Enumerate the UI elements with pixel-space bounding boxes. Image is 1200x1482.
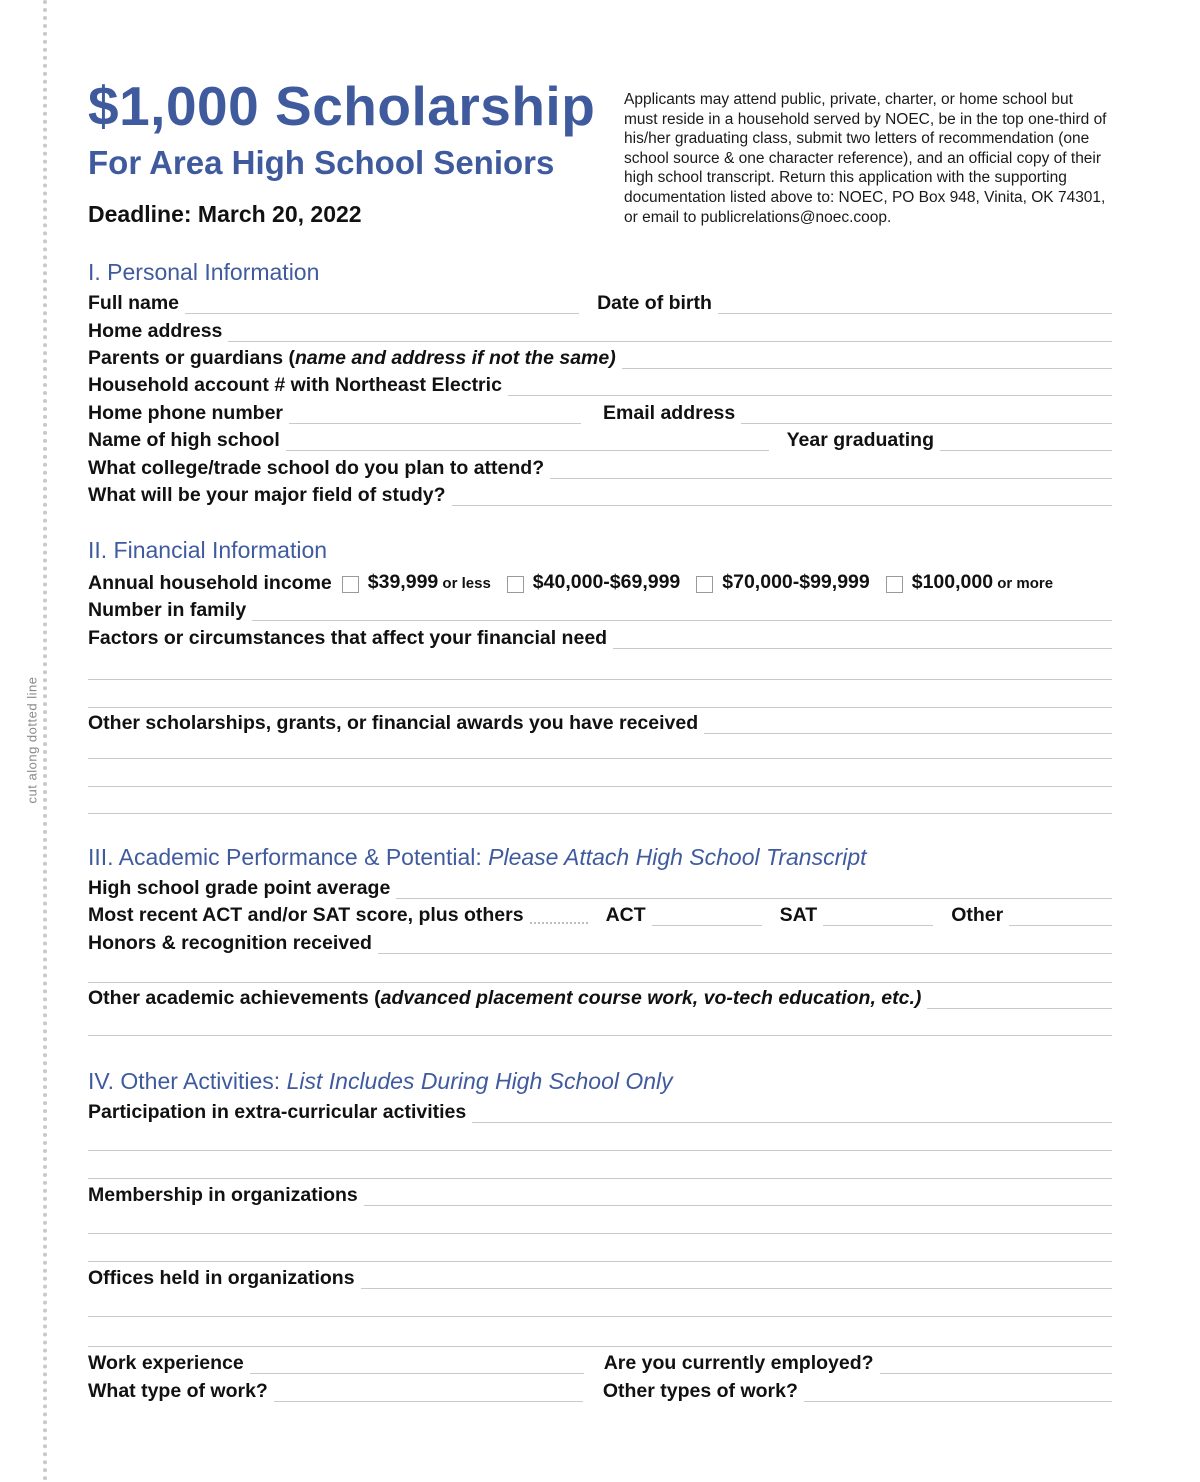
row-offices: [88, 1265, 1112, 1291]
email-field[interactable]: [741, 422, 1112, 424]
row-high-school: [88, 427, 1112, 453]
date-of-birth-field[interactable]: [718, 312, 1112, 314]
year-graduating-label: Year graduating: [786, 429, 934, 451]
full-name-label: Full name: [88, 292, 180, 314]
row-family: [88, 597, 1112, 623]
row-major: [88, 482, 1112, 508]
date-of-birth-label: Date of birth: [597, 292, 712, 314]
row-membership: [88, 1182, 1112, 1208]
deadline: Deadline: March 20, 2022: [88, 201, 362, 227]
major-label: What will be your major field of study?: [88, 484, 446, 506]
parents-field[interactable]: [622, 367, 1112, 369]
sat-field[interactable]: [823, 924, 933, 926]
membership-blank-line-2[interactable]: [88, 1235, 1112, 1262]
household-account-label: Household account # with Northeast Electric: [88, 374, 502, 396]
income-option-1[interactable]: $39,999 or less: [342, 571, 491, 596]
income-checkbox-1[interactable]: [342, 576, 359, 593]
membership-field[interactable]: [364, 1204, 1112, 1206]
other-awards-label: Other scholarships, grants, or financial awards you have received: [88, 712, 699, 734]
factors-blank-line-1[interactable]: [88, 653, 1112, 680]
honors-label: Honors & recognition received: [88, 932, 372, 954]
extracurricular-label: Participation in extra-curricular activities: [88, 1101, 467, 1123]
row-scores: [88, 902, 1112, 928]
year-graduating-field[interactable]: [940, 449, 1112, 451]
row-phone-email: [88, 400, 1112, 426]
section-heading-personal: I. Personal Information: [88, 259, 320, 285]
awards-blank-line-2[interactable]: [88, 760, 1112, 787]
row-parents: [88, 345, 1112, 371]
other-score-label: Other: [951, 904, 1004, 926]
factors-label: Factors or circumstances that affect your financial need: [88, 627, 608, 649]
scores-leader-dots: [530, 921, 588, 924]
row-extracurricular: [88, 1099, 1112, 1125]
factors-blank-line-2[interactable]: [88, 681, 1112, 708]
high-school-field[interactable]: [286, 449, 769, 451]
offices-blank-line-2[interactable]: [88, 1320, 1112, 1347]
college-label: What college/trade school do you plan to attend?: [88, 457, 545, 479]
membership-label: Membership in organizations: [88, 1184, 358, 1206]
extracurricular-field[interactable]: [472, 1121, 1112, 1123]
act-field[interactable]: [652, 924, 762, 926]
gpa-label: High school grade point average: [88, 877, 391, 899]
employed-field[interactable]: [880, 1372, 1112, 1374]
household-account-field[interactable]: [508, 394, 1112, 396]
employed-label: Are you currently employed?: [603, 1352, 874, 1374]
income-option-4[interactable]: $100,000 or more: [886, 571, 1053, 596]
offices-blank-line-1[interactable]: [88, 1290, 1112, 1317]
income-checkbox-3[interactable]: [696, 576, 713, 593]
row-honors: [88, 930, 1112, 956]
major-field[interactable]: [452, 504, 1112, 506]
awards-blank-line-3[interactable]: [88, 787, 1112, 814]
home-address-label: Home address: [88, 320, 223, 342]
income-checkbox-2[interactable]: [507, 576, 524, 593]
row-full-name: [88, 290, 1112, 316]
honors-blank-line-1[interactable]: [88, 956, 1112, 983]
other-work-label: Other types of work?: [602, 1380, 798, 1402]
income-label: Annual household income: [88, 572, 332, 594]
gpa-field[interactable]: [396, 897, 1112, 899]
offices-field[interactable]: [361, 1287, 1112, 1289]
row-work-type: [88, 1378, 1112, 1404]
home-phone-label: Home phone number: [88, 402, 284, 424]
membership-blank-line-1[interactable]: [88, 1207, 1112, 1234]
row-income: [88, 570, 1112, 596]
college-field[interactable]: [550, 477, 1112, 479]
section-heading-financial: II. Financial Information: [88, 537, 328, 563]
extracurricular-blank-line-2[interactable]: [88, 1152, 1112, 1179]
row-work-experience: [88, 1350, 1112, 1376]
row-college: [88, 455, 1112, 481]
eligibility-instructions: Applicants may attend public, private, charter, or home school but must reside in a household served by NOEC, be in the top one-third of his/her graduating class, submit two letters of recommendation (one school source & one character reference), and an official copy of their high school transcript. Return this application with the supporting documentation listed above to: NOEC, PO Box 948, Vinita, OK 74301, or email to publicrelations@noec.coop.: [624, 91, 1107, 226]
row-gpa: [88, 875, 1112, 901]
factors-field[interactable]: [613, 647, 1112, 649]
sat-label: SAT: [779, 904, 818, 926]
row-factors: [88, 625, 1112, 651]
scores-label: Most recent ACT and/or SAT score, plus others: [88, 904, 524, 926]
other-academic-blank-line-1[interactable]: [88, 1009, 1112, 1036]
other-academic-label: Other academic achievements (advanced placement course work, vo-tech education, etc.): [88, 987, 922, 1009]
work-type-label: What type of work?: [88, 1380, 268, 1402]
row-home-address: [88, 318, 1112, 344]
section-heading-academic: III. Academic Performance & Potential: Please Attach High School Transcript: [88, 844, 867, 870]
email-label: Email address: [603, 402, 736, 424]
family-field[interactable]: [252, 619, 1112, 621]
cut-label: cut along dotted line: [24, 676, 40, 804]
awards-blank-line-1[interactable]: [88, 732, 1112, 759]
page-title: $1,000 Scholarship: [88, 75, 596, 137]
row-other-academic: [88, 985, 1112, 1011]
parents-label: Parents or guardians (name and address if not the same): [88, 347, 616, 369]
act-label: ACT: [605, 904, 646, 926]
home-address-field[interactable]: [228, 340, 1112, 342]
other-work-field[interactable]: [804, 1400, 1112, 1402]
work-type-field[interactable]: [274, 1400, 583, 1402]
high-school-label: Name of high school: [88, 429, 280, 451]
income-checkbox-4[interactable]: [886, 576, 903, 593]
other-score-field[interactable]: [1009, 924, 1112, 926]
page-subtitle: For Area High School Seniors: [88, 144, 555, 181]
full-name-field[interactable]: [185, 312, 579, 314]
cut-dotted-line: [43, 0, 47, 1482]
income-option-2[interactable]: $40,000-$69,999: [507, 571, 680, 596]
honors-field[interactable]: [378, 952, 1112, 954]
home-phone-field[interactable]: [289, 422, 581, 424]
extracurricular-blank-line-1[interactable]: [88, 1124, 1112, 1151]
family-label: Number in family: [88, 599, 247, 621]
income-option-3[interactable]: $70,000-$99,999: [696, 571, 869, 596]
offices-label: Offices held in organizations: [88, 1267, 355, 1289]
row-household-account: [88, 372, 1112, 398]
work-experience-label: Work experience: [88, 1352, 244, 1374]
section-heading-activities: IV. Other Activities: List Includes During High School Only: [88, 1068, 673, 1094]
work-experience-field[interactable]: [250, 1372, 584, 1374]
